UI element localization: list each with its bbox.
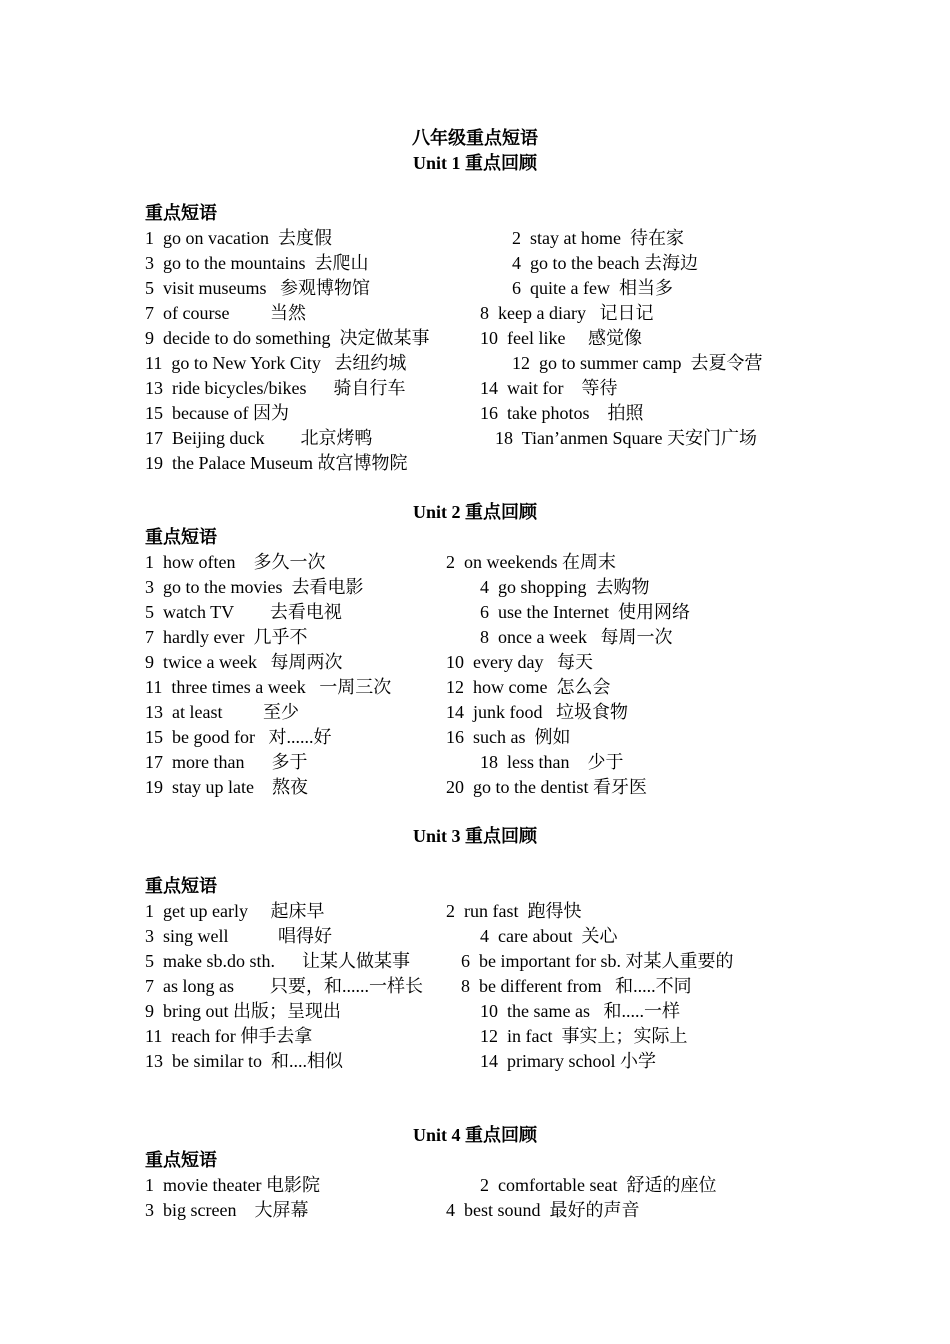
phrase-item: 16 such as 例如 [446, 727, 571, 747]
phrase-item: 5 watch TV 去看电视 [145, 602, 342, 622]
phrase-item: 2 stay at home 待在家 [512, 228, 684, 248]
phrase-item: 7 as long as 只要，和......一样长 [145, 976, 423, 996]
phrase-item: 8 be different from 和.....不同 [461, 976, 692, 996]
phrase-item: 12 how come 怎么会 [446, 677, 611, 697]
phrase-item: 2 run fast 跑得快 [446, 901, 582, 921]
phrase-item: 18 less than 少于 [480, 752, 624, 772]
phrase-item: 3 sing well 唱得好 [145, 926, 332, 946]
phrase-item: 4 care about 关心 [480, 926, 618, 946]
phrase-item: 13 be similar to 和....相似 [145, 1051, 343, 1071]
phrase-item: 1 how often 多久一次 [145, 552, 326, 572]
phrase-item: 4 go to the beach 去海边 [512, 253, 698, 273]
section-heading: 重点短语 [145, 1150, 217, 1170]
phrase-item: 7 hardly ever 几乎不 [145, 627, 308, 647]
phrase-item: 11 three times a week 一周三次 [145, 677, 392, 697]
phrase-item: 9 bring out 出版；呈现出 [145, 1001, 341, 1021]
phrase-item: 5 make sb.do sth. 让某人做某事 [145, 951, 410, 971]
phrase-item: 7 of course 当然 [145, 303, 306, 323]
phrase-item: 17 more than 多于 [145, 752, 308, 772]
phrase-item: 1 movie theater 电影院 [145, 1175, 320, 1195]
section-heading: 重点短语 [145, 203, 217, 223]
phrase-item: 19 the Palace Museum 故宫博物院 [145, 453, 408, 473]
phrase-item: 4 best sound 最好的声音 [446, 1200, 640, 1220]
phrase-item: 2 comfortable seat 舒适的座位 [480, 1175, 717, 1195]
phrase-item: 19 stay up late 熬夜 [145, 777, 308, 797]
phrase-item: 11 go to New York City 去纽约城 [145, 353, 407, 373]
phrase-item: 8 once a week 每周一次 [480, 627, 673, 647]
unit-title: Unit 3 重点回顾 [412, 826, 537, 846]
phrase-item: 3 big screen 大屏幕 [145, 1200, 309, 1220]
phrase-item: 6 quite a few 相当多 [512, 278, 673, 298]
phrase-item: 3 go to the mountains 去爬山 [145, 253, 369, 273]
phrase-item: 1 get up early 起床早 [145, 901, 325, 921]
phrase-item: 12 in fact 事实上；实际上 [480, 1026, 688, 1046]
phrase-item: 4 go shopping 去购物 [480, 577, 650, 597]
phrase-item: 13 ride bicycles/bikes 骑自行车 [145, 378, 406, 398]
phrase-item: 15 because of 因为 [145, 403, 289, 423]
section-heading: 重点短语 [145, 876, 217, 896]
phrase-item: 1 go on vacation 去度假 [145, 228, 332, 248]
phrase-item: 16 take photos 拍照 [480, 403, 644, 423]
phrase-item: 2 on weekends 在周末 [446, 552, 616, 572]
phrase-item: 10 the same as 和.....一样 [480, 1001, 680, 1021]
main-title: 八年级重点短语 [412, 128, 538, 148]
phrase-item: 12 go to summer camp 去夏令营 [512, 353, 763, 373]
phrase-item: 18 Tian’anmen Square 天安门广场 [495, 428, 757, 448]
phrase-item: 14 junk food 垃圾食物 [446, 702, 628, 722]
phrase-item: 11 reach for 伸手去拿 [145, 1026, 313, 1046]
section-heading: 重点短语 [145, 527, 217, 547]
phrase-item: 14 wait for 等待 [480, 378, 618, 398]
phrase-item: 10 every day 每天 [446, 652, 593, 672]
phrase-item: 15 be good for 对......好 [145, 727, 332, 747]
unit-title: Unit 1 重点回顾 [412, 153, 537, 173]
unit-title: Unit 4 重点回顾 [412, 1125, 537, 1145]
phrase-item: 6 be important for sb. 对某人重要的 [461, 951, 734, 971]
phrase-item: 5 visit museums 参观博物馆 [145, 278, 371, 298]
phrase-item: 14 primary school 小学 [480, 1051, 656, 1071]
unit-title: Unit 2 重点回顾 [412, 502, 537, 522]
phrase-item: 9 twice a week 每周两次 [145, 652, 343, 672]
phrase-item: 20 go to the dentist 看牙医 [446, 777, 647, 797]
phrase-item: 10 feel like 感觉像 [480, 328, 642, 348]
phrase-item: 13 at least 至少 [145, 702, 299, 722]
phrase-item: 17 Beijing duck 北京烤鸭 [145, 428, 373, 448]
phrase-item: 3 go to the movies 去看电影 [145, 577, 364, 597]
phrase-item: 9 decide to do something 决定做某事 [145, 328, 430, 348]
phrase-item: 6 use the Internet 使用网络 [480, 602, 690, 622]
phrase-item: 8 keep a diary 记日记 [480, 303, 654, 323]
